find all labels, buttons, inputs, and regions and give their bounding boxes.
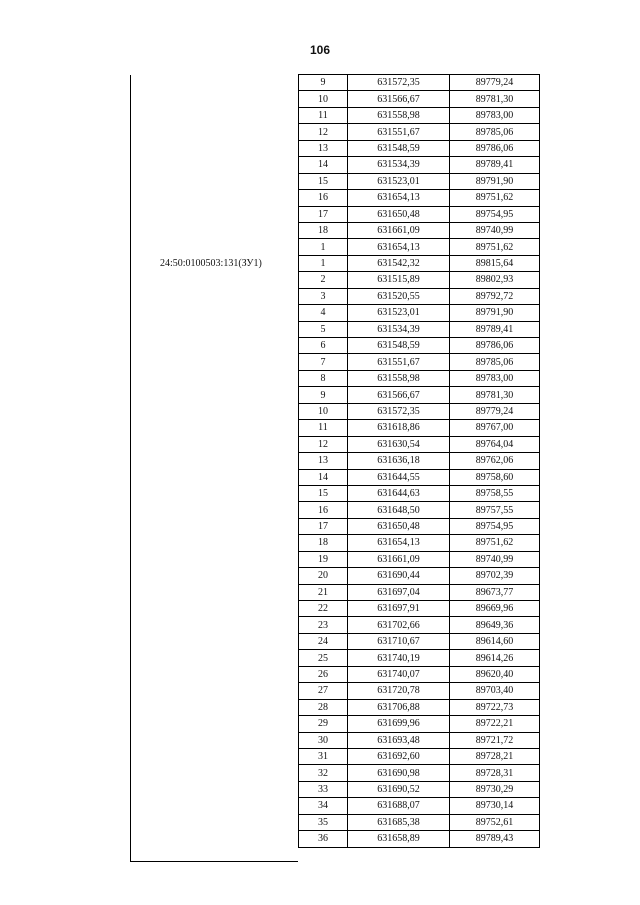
point-number-cell: 4 <box>299 305 348 321</box>
point-number-cell: 30 <box>299 732 348 748</box>
x-coordinate-cell: 631693,48 <box>348 732 450 748</box>
x-coordinate-cell: 631650,48 <box>348 518 450 534</box>
table-row <box>299 387 540 403</box>
table-row <box>299 140 540 156</box>
table-row <box>299 798 540 814</box>
table-row <box>299 716 540 732</box>
x-coordinate-cell: 631697,04 <box>348 584 450 600</box>
x-coordinate-cell: 631688,07 <box>348 798 450 814</box>
point-number-cell: 1 <box>299 255 348 271</box>
x-coordinate-cell: 631690,98 <box>348 765 450 781</box>
x-coordinate-cell: 631572,35 <box>348 75 450 91</box>
y-coordinate-cell: 89802,93 <box>450 272 540 288</box>
y-coordinate-cell: 89751,62 <box>450 535 540 551</box>
point-number-cell: 33 <box>299 781 348 797</box>
point-number-cell: 11 <box>299 107 348 123</box>
y-coordinate-cell: 89764,04 <box>450 436 540 452</box>
y-coordinate-cell: 89789,41 <box>450 157 540 173</box>
y-coordinate-cell: 89730,14 <box>450 798 540 814</box>
point-number-cell: 5 <box>299 321 348 337</box>
x-coordinate-cell: 631654,13 <box>348 535 450 551</box>
table-row <box>299 453 540 469</box>
y-coordinate-cell: 89649,36 <box>450 617 540 633</box>
table-row <box>299 732 540 748</box>
y-coordinate-cell: 89721,72 <box>450 732 540 748</box>
y-coordinate-cell: 89791,90 <box>450 305 540 321</box>
point-number-cell: 16 <box>299 502 348 518</box>
y-coordinate-cell: 89703,40 <box>450 683 540 699</box>
y-coordinate-cell: 89614,60 <box>450 633 540 649</box>
x-coordinate-cell: 631551,67 <box>348 354 450 370</box>
point-number-cell: 9 <box>299 387 348 403</box>
table-row <box>299 75 540 91</box>
table-row <box>299 485 540 501</box>
y-coordinate-cell: 89730,29 <box>450 781 540 797</box>
y-coordinate-cell: 89786,06 <box>450 338 540 354</box>
x-coordinate-cell: 631644,55 <box>348 469 450 485</box>
table-row <box>299 781 540 797</box>
y-coordinate-cell: 89669,96 <box>450 601 540 617</box>
table-row <box>299 469 540 485</box>
point-number-cell: 10 <box>299 403 348 419</box>
y-coordinate-cell: 89785,06 <box>450 354 540 370</box>
table-row <box>299 288 540 304</box>
x-coordinate-cell: 631515,89 <box>348 272 450 288</box>
table-row <box>299 535 540 551</box>
table-row <box>299 190 540 206</box>
x-coordinate-cell: 631644,63 <box>348 485 450 501</box>
point-number-cell: 35 <box>299 814 348 830</box>
y-coordinate-cell: 89789,43 <box>450 831 540 847</box>
y-coordinate-cell: 89751,62 <box>450 239 540 255</box>
x-coordinate-cell: 631630,54 <box>348 436 450 452</box>
point-number-cell: 22 <box>299 601 348 617</box>
x-coordinate-cell: 631523,01 <box>348 305 450 321</box>
table-row <box>299 403 540 419</box>
point-number-cell: 17 <box>299 518 348 534</box>
y-coordinate-cell: 89767,00 <box>450 420 540 436</box>
y-coordinate-cell: 89791,90 <box>450 173 540 189</box>
x-coordinate-cell: 631710,67 <box>348 633 450 649</box>
table-row <box>299 814 540 830</box>
point-number-cell: 23 <box>299 617 348 633</box>
x-coordinate-cell: 631534,39 <box>348 157 450 173</box>
y-coordinate-cell: 89758,60 <box>450 469 540 485</box>
y-coordinate-cell: 89781,30 <box>450 91 540 107</box>
point-number-cell: 28 <box>299 699 348 715</box>
table-row <box>299 255 540 271</box>
y-coordinate-cell: 89815,64 <box>450 255 540 271</box>
point-number-cell: 29 <box>299 716 348 732</box>
x-coordinate-cell: 631636,18 <box>348 453 450 469</box>
point-number-cell: 25 <box>299 650 348 666</box>
y-coordinate-cell: 89722,73 <box>450 699 540 715</box>
y-coordinate-cell: 89785,06 <box>450 124 540 140</box>
y-coordinate-cell: 89781,30 <box>450 387 540 403</box>
y-coordinate-cell: 89752,61 <box>450 814 540 830</box>
x-coordinate-cell: 631661,09 <box>348 222 450 238</box>
table-row <box>299 272 540 288</box>
y-coordinate-cell: 89740,99 <box>450 222 540 238</box>
y-coordinate-cell: 89740,99 <box>450 551 540 567</box>
x-coordinate-cell: 631658,89 <box>348 831 450 847</box>
y-coordinate-cell: 89754,95 <box>450 518 540 534</box>
x-coordinate-cell: 631572,35 <box>348 403 450 419</box>
y-coordinate-cell: 89614,26 <box>450 650 540 666</box>
y-coordinate-cell: 89620,40 <box>450 666 540 682</box>
x-coordinate-cell: 631520,55 <box>348 288 450 304</box>
x-coordinate-cell: 631566,67 <box>348 91 450 107</box>
x-coordinate-cell: 631566,67 <box>348 387 450 403</box>
y-coordinate-cell: 89762,06 <box>450 453 540 469</box>
point-number-cell: 20 <box>299 568 348 584</box>
y-coordinate-cell: 89789,41 <box>450 321 540 337</box>
point-number-cell: 24 <box>299 633 348 649</box>
table-row <box>299 91 540 107</box>
x-coordinate-cell: 631558,98 <box>348 370 450 386</box>
point-number-cell: 2 <box>299 272 348 288</box>
point-number-cell: 10 <box>299 91 348 107</box>
point-number-cell: 31 <box>299 748 348 764</box>
x-coordinate-cell: 631740,19 <box>348 650 450 666</box>
table-row <box>299 831 540 847</box>
table-row <box>299 206 540 222</box>
y-coordinate-cell: 89783,00 <box>450 107 540 123</box>
point-number-cell: 9 <box>299 75 348 91</box>
table-row <box>299 420 540 436</box>
x-coordinate-cell: 631699,96 <box>348 716 450 732</box>
y-coordinate-cell: 89702,39 <box>450 568 540 584</box>
x-coordinate-cell: 631740,07 <box>348 666 450 682</box>
table-row <box>299 338 540 354</box>
parcel-cadastral-number: 24:50:0100503:131(ЗУ1) <box>160 258 262 269</box>
table-row <box>299 321 540 337</box>
y-coordinate-cell: 89728,21 <box>450 748 540 764</box>
table-row <box>299 683 540 699</box>
y-coordinate-cell: 89758,55 <box>450 485 540 501</box>
table-row <box>299 124 540 140</box>
table-row <box>299 354 540 370</box>
y-coordinate-cell: 89792,72 <box>450 288 540 304</box>
point-number-cell: 27 <box>299 683 348 699</box>
x-coordinate-cell: 631690,52 <box>348 781 450 797</box>
point-number-cell: 32 <box>299 765 348 781</box>
x-coordinate-cell: 631720,78 <box>348 683 450 699</box>
table-row <box>299 173 540 189</box>
y-coordinate-cell: 89779,24 <box>450 75 540 91</box>
table-row <box>299 222 540 238</box>
point-number-cell: 36 <box>299 831 348 847</box>
point-number-cell: 8 <box>299 370 348 386</box>
table-row <box>299 518 540 534</box>
point-number-cell: 6 <box>299 338 348 354</box>
y-coordinate-cell: 89728,31 <box>450 765 540 781</box>
page-number: 106 <box>309 43 331 57</box>
point-number-cell: 11 <box>299 420 348 436</box>
point-number-cell: 16 <box>299 190 348 206</box>
x-coordinate-cell: 631706,88 <box>348 699 450 715</box>
point-number-cell: 13 <box>299 453 348 469</box>
table-row <box>299 305 540 321</box>
x-coordinate-cell: 631542,32 <box>348 255 450 271</box>
point-number-cell: 3 <box>299 288 348 304</box>
x-coordinate-cell: 631702,66 <box>348 617 450 633</box>
point-number-cell: 7 <box>299 354 348 370</box>
table-row <box>299 617 540 633</box>
y-coordinate-cell: 89722,21 <box>450 716 540 732</box>
point-number-cell: 34 <box>299 798 348 814</box>
table-row <box>299 157 540 173</box>
point-number-cell: 18 <box>299 535 348 551</box>
point-number-cell: 18 <box>299 222 348 238</box>
x-coordinate-cell: 631551,67 <box>348 124 450 140</box>
point-number-cell: 19 <box>299 551 348 567</box>
point-number-cell: 15 <box>299 173 348 189</box>
table-row <box>299 699 540 715</box>
x-coordinate-cell: 631692,60 <box>348 748 450 764</box>
table-row <box>299 650 540 666</box>
x-coordinate-cell: 631697,91 <box>348 601 450 617</box>
table-row <box>299 436 540 452</box>
x-coordinate-cell: 631685,38 <box>348 814 450 830</box>
x-coordinate-cell: 631654,13 <box>348 190 450 206</box>
table-row <box>299 568 540 584</box>
x-coordinate-cell: 631654,13 <box>348 239 450 255</box>
table-row <box>299 666 540 682</box>
table-row <box>299 584 540 600</box>
x-coordinate-cell: 631650,48 <box>348 206 450 222</box>
y-coordinate-cell: 89757,55 <box>450 502 540 518</box>
table-row <box>299 502 540 518</box>
table-bottom-border-left <box>130 861 298 862</box>
point-number-cell: 26 <box>299 666 348 682</box>
table-row <box>299 239 540 255</box>
y-coordinate-cell: 89754,95 <box>450 206 540 222</box>
table-row <box>299 748 540 764</box>
table-row <box>299 765 540 781</box>
x-coordinate-cell: 631648,50 <box>348 502 450 518</box>
point-number-cell: 14 <box>299 469 348 485</box>
y-coordinate-cell: 89786,06 <box>450 140 540 156</box>
point-number-cell: 15 <box>299 485 348 501</box>
x-coordinate-cell: 631548,59 <box>348 140 450 156</box>
y-coordinate-cell: 89751,62 <box>450 190 540 206</box>
x-coordinate-cell: 631548,59 <box>348 338 450 354</box>
x-coordinate-cell: 631534,39 <box>348 321 450 337</box>
x-coordinate-cell: 631618,86 <box>348 420 450 436</box>
x-coordinate-cell: 631523,01 <box>348 173 450 189</box>
table-row <box>299 601 540 617</box>
point-number-cell: 12 <box>299 124 348 140</box>
point-number-cell: 17 <box>299 206 348 222</box>
table-left-border <box>130 75 131 862</box>
point-number-cell: 12 <box>299 436 348 452</box>
y-coordinate-cell: 89673,77 <box>450 584 540 600</box>
table-row <box>299 370 540 386</box>
y-coordinate-cell: 89779,24 <box>450 403 540 419</box>
table-row <box>299 551 540 567</box>
point-number-cell: 14 <box>299 157 348 173</box>
x-coordinate-cell: 631661,09 <box>348 551 450 567</box>
y-coordinate-cell: 89783,00 <box>450 370 540 386</box>
coordinates-table <box>298 74 540 848</box>
table-row <box>299 633 540 649</box>
table-row <box>299 107 540 123</box>
x-coordinate-cell: 631690,44 <box>348 568 450 584</box>
point-number-cell: 1 <box>299 239 348 255</box>
point-number-cell: 21 <box>299 584 348 600</box>
point-number-cell: 13 <box>299 140 348 156</box>
x-coordinate-cell: 631558,98 <box>348 107 450 123</box>
